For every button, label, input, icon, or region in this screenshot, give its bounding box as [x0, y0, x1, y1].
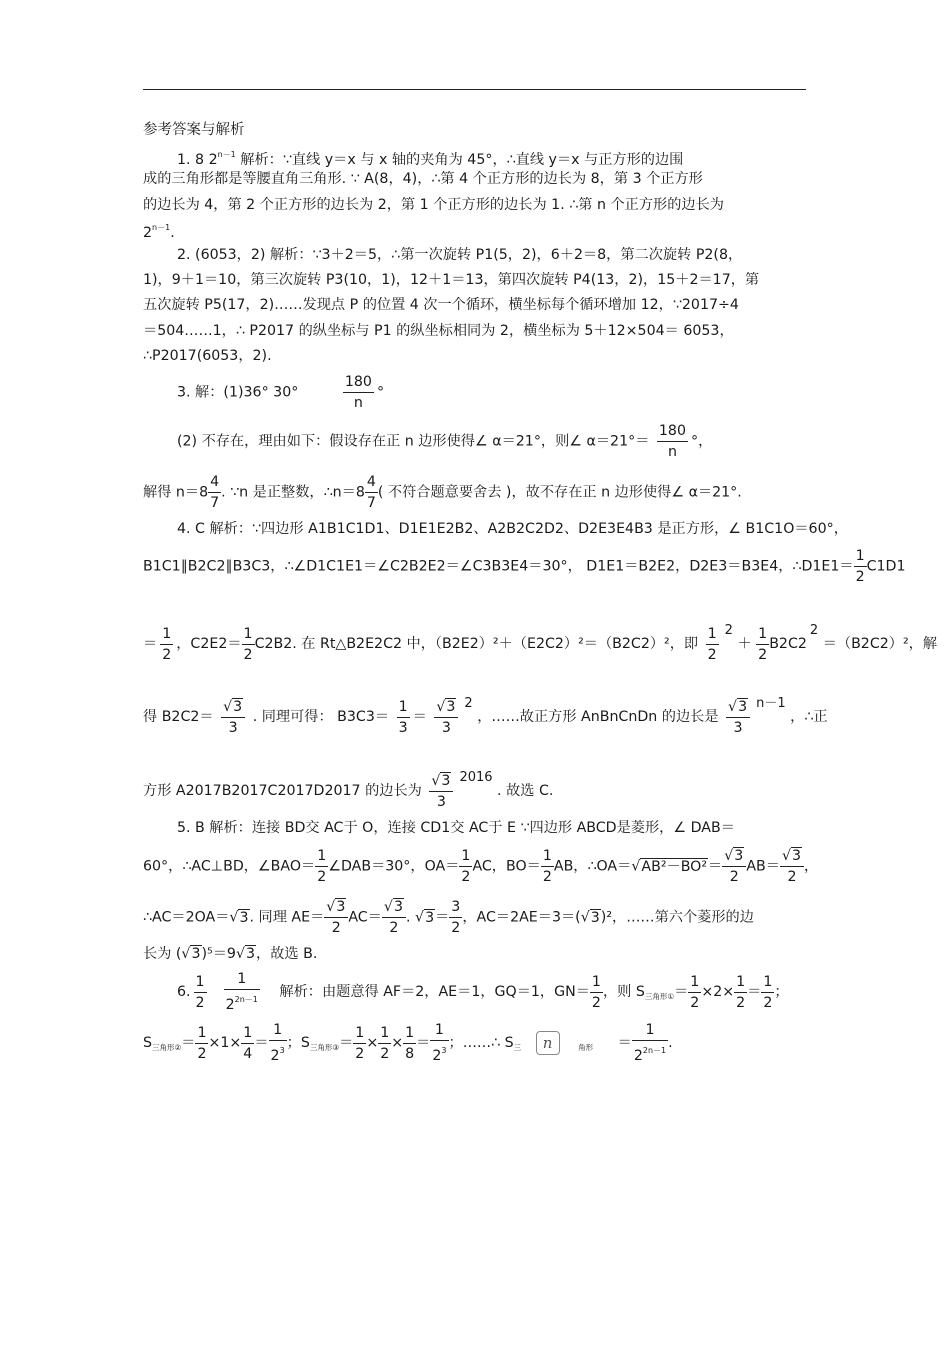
p2-line2: 1)，9＋1＝10，第三次旋转 P3(10，1)，12＋1＝13，第四次旋转 P4(13，2)，15＋2＝17，第 [143, 272, 760, 288]
p4-line2: B1C1∥B2C2∥B3C3，∴∠D1C1E1＝∠C2B2E2＝∠C3B3E4＝30°， D1E1＝B2E2，D2E3＝B3E4，∴D1E1＝ $\frac{1}{2}$ C1D1 [143, 548, 906, 585]
p6-line2: $S_{三角形②}=$ $\frac{1}{2}$ ×1× $\frac{1}{4}$ ＝ $\frac{1}{2^3}$ ；$S_{三角形③}=$ $\frac{1}{2}$ × $\frac{1}{2}$ × $\frac{1}{8}$ ＝ $\frac{1}{2^3}$ ；……∴ $S_三$ n $_{角形}$ ＝ $\frac{1}{2^{2n-1}}$ . [143, 1022, 673, 1064]
p1-line3: 的边长为 4，第 2 个正方形的边长为 2，第 1 个正方形的边长为 1. ∴第 n 个正方形的边长为 [143, 197, 724, 213]
p6-line1: 6. $\frac{1}{2}$ $\frac{1}{2^{2n-1}}$ 解析：由题意得 AF＝2，AE＝1，GQ＝1，GN＝ $\frac{1}{2}$ ，则 $S_{三角形①}=$ $\frac{1}{2}$ ×2× $\frac{1}{2}$ ＝ $\frac{1}{2}$ ； [177, 971, 789, 1013]
p3-line3: 解得 n＝8 $\frac{4}{7}$ . ∵n 是正整数，∴n＝8 $\frac{4}{7}$ ( 不符合题意要舍去 )，故不存在正 n 边形使得∠ α＝21°. [143, 474, 742, 511]
page-title: 参考答案与解析 [143, 122, 245, 138]
p5-line4: 长为 (√3)⁵＝9√3，故选 B. [143, 946, 318, 962]
p1-line2: 成的三角形都是等腰直角三角形. ∵ A(8，4)，∴第 4 个正方形的边长为 8，第 3 个正方形 [143, 171, 703, 187]
p5-line3: ∴AC＝2OA＝√3. 同理 AE＝ $\frac{√3}{2}$ AC＝ $\frac{√3}{2}$ . √3＝ $\frac{3}{2}$ ，AC＝2AE＝3＝(√3)²，……第六个菱形的边 [143, 899, 754, 936]
p4-line1: 4. C 解析：∵四边形 A1B1C1D1、D1E1E2B2、A2B2C2D2、D2E3E4B3 是正方形，∠ B1C1O＝60°， [177, 521, 848, 537]
p3-line1: 3. 解：(1)36° 30° $\frac{180}{n}$ ° [177, 374, 385, 411]
p3-line2: (2) 不存在，理由如下：假设存在正 n 边形使得∠ α＝21°，则∠ α＝21°＝ $\frac{180}{n}$ °， [177, 423, 713, 460]
p4-line3: ＝ $\frac{1}{2}$ ，C2E2＝ $\frac{1}{2}$ C2B2. 在 Rt△B2E2C2 中，（B2E2）²＋（E2C2）²＝（B2C2）²，即 $\frac{1}{2}$ 2 ＋ $\frac{1}{2}$ B2C22 ＝（B2C2）²，解 [143, 623, 938, 663]
p2-line4: ＝504……1，∴ P2017 的纵坐标与 P1 的纵坐标相同为 2，横坐标为 5＋12×504＝ 6053， [143, 323, 734, 339]
top-rule [143, 89, 806, 90]
p5-line2: 60°，∴AC⊥BD，∠BAO＝ $\frac{1}{2}$ ∠DAB＝30°，OA＝ $\frac{1}{2}$ AC，BO＝ $\frac{1}{2}$ AB，∴OA＝√AB²－BO²＝ $\frac{√3}{2}$ AB＝ $\frac{√3}{2}$ ， [143, 848, 819, 885]
p4-line5: 方形 A2017B2017C2017D2017 的边长为 $\frac{√3}{3}$ 2016 . 故选 C. [143, 770, 554, 810]
p5-line1: 5. B 解析：连接 BD交 AC于 O，连接 CD1交 AC于 E ∵四边形 ABCD是菱形，∠ DAB＝ [177, 820, 735, 836]
p2-line1: 2. (6053，2) 解析：∵3＋2＝5，∴第一次旋转 P1(5，2)，6＋2＝8，第二次旋转 P2(8， [177, 247, 743, 263]
p2-line3: 五次旋转 P5(17，2)……发现点 P 的位置 4 次一个循环，横坐标每个循环增加 12，∵2017÷4 [143, 297, 739, 313]
p2-line5: ∴P2017(6053，2). [143, 348, 272, 364]
n-circle-icon: n [536, 1031, 560, 1055]
p1-line1: 1. 8 $2^{n-1}$ 解析：∵直线 y＝x 与 x 轴的夹角为 45°，∴直线 y＝x 与正方形的边围 [177, 150, 684, 168]
p4-line4: 得 B2C2＝ $\frac{√3}{3}$ . 同理可得： B3C3＝ $\frac{1}{3}$ ＝ $\frac{√3}{3}$ 2 ，……故正方形 AnBnCnDn 的边长是 $\frac{√3}{3}$ n－1 ，∴正 [143, 696, 828, 736]
p1-line4: $2^{n-1}$. [143, 223, 175, 241]
